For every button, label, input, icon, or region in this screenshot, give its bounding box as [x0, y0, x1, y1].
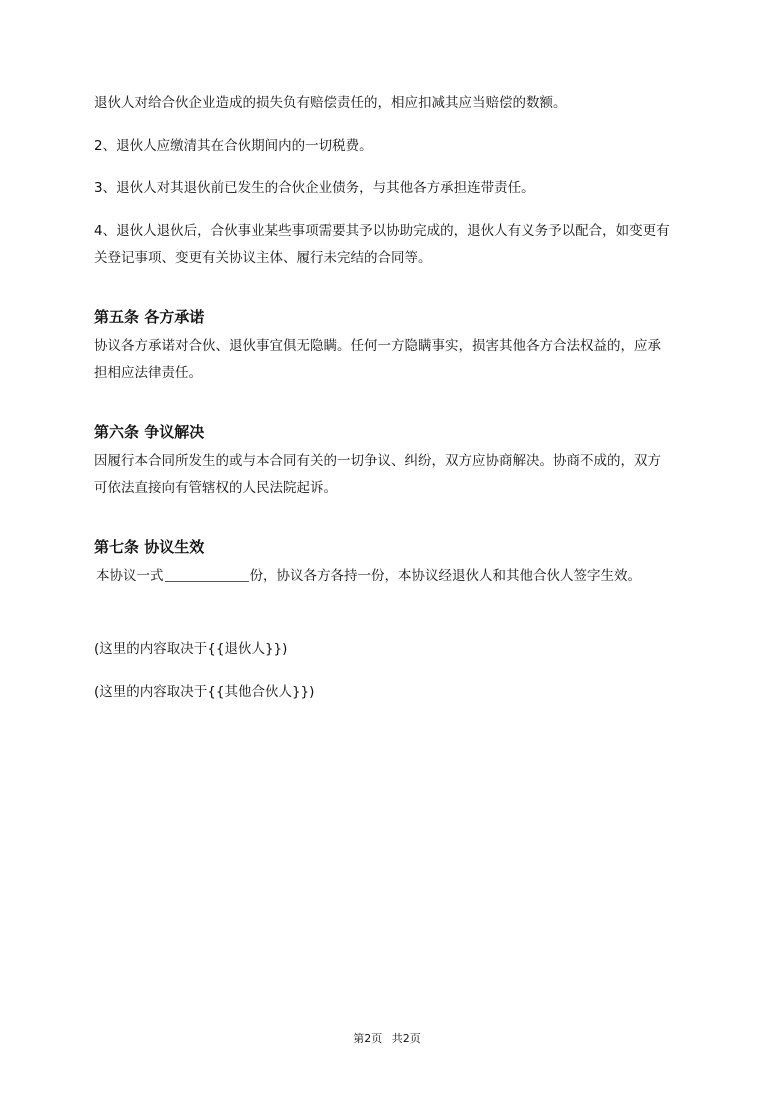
- paragraph-assistance-line1: 4、退伙人退伙后，合伙事业某些事项需要其予以协助完成的，退伙人有义务予以配合，如变更有: [94, 223, 670, 239]
- paragraph-assistance-line2: 关登记事项、变更有关协议主体、履行未完结的合同等。: [94, 250, 432, 266]
- section-6-title: 第六条 争议解决: [94, 423, 205, 441]
- section-7-text-after: 份，协议各方各持一份，本协议经退伙人和其他合伙人签字生效。: [249, 568, 641, 584]
- note-other-partners: (这里的内容取决于{{其他合伙人}}): [94, 684, 315, 700]
- section-6-line1: 因履行本合同所发生的或与本合同有关的一切争议、纠纷，双方应协商解决。协商不成的，双方: [94, 453, 661, 469]
- section-5-title: 第五条 各方承诺: [94, 308, 205, 326]
- page-number-total: 共2页: [391, 1032, 421, 1045]
- section-7-title: 第七条 协议生效: [94, 538, 205, 556]
- paragraph-liability: 退伙人对给合伙企业造成的损失负有赔偿责任的，相应扣减其应当赔偿的数额。: [94, 95, 567, 111]
- section-6-line2: 可依法直接向有管辖权的人民法院起诉。: [94, 480, 337, 496]
- page-number-current: 第2页: [353, 1032, 383, 1045]
- section-7-text-before: 本协议一式: [96, 568, 164, 584]
- page-footer: [0, 1030, 774, 1046]
- section-7-text: [96, 561, 686, 591]
- note-withdrawing-partner: (这里的内容取决于{{退伙人}}): [94, 641, 288, 657]
- paragraph-debts: 3、退伙人对其退伙前已发生的合伙企业债务，与其他各方承担连带责任。: [94, 180, 535, 196]
- copies-blank-field: [165, 567, 249, 582]
- section-5-line2: 担相应法律责任。: [94, 365, 202, 381]
- section-5-line1: 协议各方承诺对合伙、退伙事宜俱无隐瞒。任何一方隐瞒事实，损害其他各方合法权益的，应承: [94, 338, 661, 354]
- paragraph-taxes: 2、退伙人应缴清其在合伙期间内的一切税费。: [94, 138, 373, 154]
